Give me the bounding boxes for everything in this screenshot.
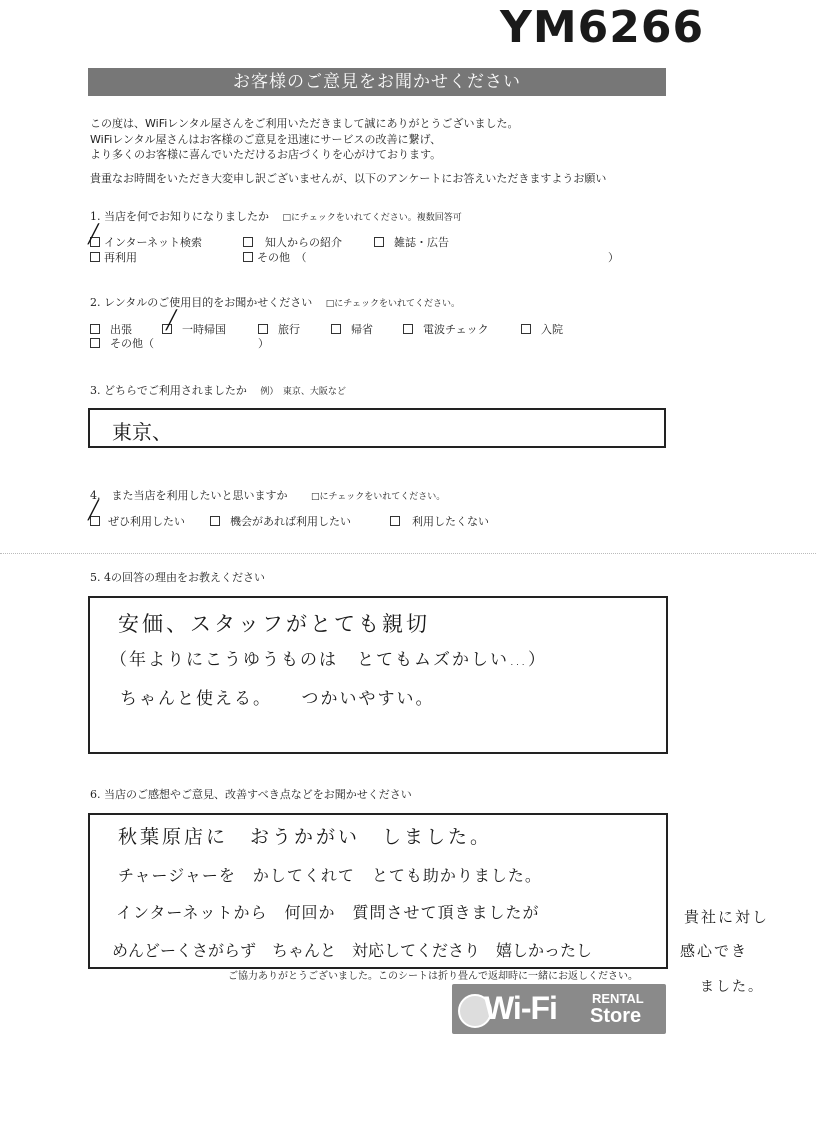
q2-option-signal-check[interactable] (403, 321, 489, 337)
checkbox[interactable] (521, 324, 531, 334)
option-label: その他 （ (257, 251, 307, 264)
option-label: インターネット検索 (104, 236, 203, 249)
q4-note: □にチェックをいれてください。 (311, 492, 446, 502)
checkbox[interactable] (210, 516, 220, 526)
q1-option-internet[interactable] (90, 234, 202, 250)
intro-line-2: WiFiレンタル屋さんはお客様のご意見を迅速にサービスの改善に繋げ、 (90, 133, 442, 146)
page-title: お客様のご意見をお聞かせください (88, 68, 666, 96)
checkbox[interactable] (90, 324, 100, 334)
margin-note-1: 貴社に対し (684, 908, 770, 926)
q2-option-hospital[interactable] (521, 321, 563, 337)
option-label: 入院 (541, 323, 563, 336)
q2-option-other[interactable] (90, 335, 154, 351)
q1-option-referral[interactable] (243, 234, 342, 250)
q1-option-magazine[interactable] (374, 234, 449, 250)
logo-rental-text: RENTAL (592, 991, 644, 1006)
margin-note-2: 感心でき (680, 942, 749, 960)
logo-wifi-text: Wi-Fi (484, 990, 557, 1026)
checkbox[interactable] (331, 324, 341, 334)
divider (0, 553, 816, 554)
check-mark-icon: ╱ (88, 500, 99, 521)
q2-note: □にチェックをいれてください。 (325, 299, 461, 309)
footer-note: ご協力ありがとうございました。このシートは折り畳んで返却時に一緒にお返しください。 (228, 971, 638, 982)
q1-option-reuse[interactable] (90, 249, 137, 265)
intro-line-1: この度は、WiFiレンタル屋さんをご利用いただきまして誠にありがとうございました。 (90, 117, 519, 130)
q2-other-close: ） (258, 337, 269, 350)
q4-option-definitely[interactable] (90, 513, 185, 529)
checkbox[interactable] (90, 338, 100, 348)
q6-answer-line-3: インターネットから 何回か 質問させて頂きましたが (116, 903, 540, 922)
option-label: 再利用 (104, 251, 137, 264)
option-label: 旅行 (278, 323, 300, 336)
q4-option-no[interactable] (390, 513, 489, 529)
intro-line-4: 貴重なお時間をいただき大変申し訳ございませんが、以下のアンケートにお答えいただきますようお願い (90, 172, 607, 185)
logo-store-text: Store (590, 1005, 642, 1027)
q4-title (90, 487, 445, 503)
q6-answer-line-1: 秋葉原店に おうかがい しました。 (118, 826, 493, 848)
wifi-rental-store-logo (452, 984, 666, 1034)
q2-option-homecoming[interactable] (331, 321, 373, 337)
checkbox[interactable] (243, 237, 253, 247)
option-label: 出張 (110, 323, 132, 336)
q5-answer-line-1: 安価、スタッフがとても親切 (118, 612, 430, 636)
q1-title (90, 208, 462, 224)
q5-answer-line-2: （年よりにこうゆうものは とてもムズかしい…） (110, 650, 547, 670)
checkbox[interactable] (258, 324, 268, 334)
option-label: 利用したくない (412, 515, 489, 528)
q5-title: 5. 4の回答の理由をお教えください (90, 571, 265, 584)
q4-option-if-chance[interactable] (210, 513, 351, 529)
intro-line-3: より多くのお客様に喜んでいただけるお店づくりを心がけております。 (90, 148, 442, 161)
q3-title (90, 382, 346, 398)
form-id: YM6266 (500, 2, 705, 53)
checkbox[interactable] (403, 324, 413, 334)
checkbox[interactable] (374, 237, 384, 247)
q3-note: 例） 東京、大阪など (260, 387, 346, 397)
option-label: 知人からの紹介 (265, 236, 342, 249)
q6-answer-line-2: チャージャーを かしてくれて とても助かりました。 (118, 866, 542, 885)
checkbox[interactable] (390, 516, 400, 526)
option-label: 電波チェック (423, 323, 489, 336)
q2-title (90, 294, 460, 310)
option-label: その他（ (110, 337, 154, 350)
check-mark-icon: ╱ (166, 310, 177, 331)
q1-other-close: ） (608, 251, 619, 264)
option-label: 雑誌・広告 (394, 236, 449, 249)
q3-answer: 東京、 (112, 420, 172, 444)
q4-title-text: 4. また当店を利用したいと思いますか (90, 489, 288, 502)
option-label: 帰省 (351, 323, 373, 336)
check-mark-icon: ╱ (88, 224, 99, 245)
option-label: 一時帰国 (182, 323, 226, 336)
q6-answer-line-4: めんどーくさがらず ちゃんと 対応してくださり 嬉しかったし (112, 941, 593, 960)
option-label: 機会があれば利用したい (230, 515, 351, 528)
q6-title: 6. 当店のご感想やご意見、改善すべき点などをお聞かせください (90, 788, 412, 801)
option-label: ぜひ利用したい (108, 515, 185, 528)
q1-note: □にチェックをいれてください。複数回答可 (282, 213, 462, 223)
checkbox[interactable] (90, 252, 100, 262)
checkbox[interactable] (243, 252, 253, 262)
q3-answer-box[interactable] (88, 408, 666, 448)
q1-option-other[interactable] (243, 249, 307, 265)
q5-answer-line-3: ちゃんと使える。 つかいやすい。 (120, 689, 435, 709)
q1-title-text: 1. 当店を何でお知りになりましたか (90, 210, 269, 223)
q3-title-text: 3. どちらでご利用されましたか (90, 384, 247, 397)
margin-note-3: ました。 (700, 979, 764, 995)
q2-title-text: 2. レンタルのご使用目的をお聞かせください (90, 296, 313, 309)
